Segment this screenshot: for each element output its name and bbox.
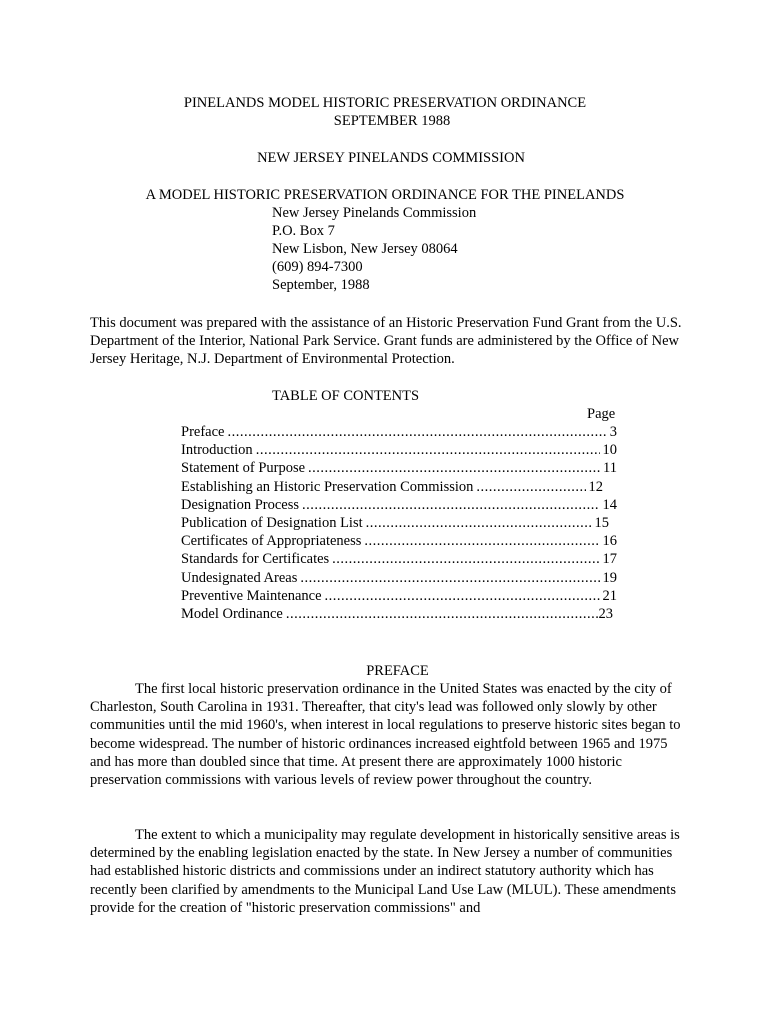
toc-entry-title: Introduction [181, 442, 253, 459]
acknowledgement-paragraph: This document was prepared with the assistance of an Historic Preservation Fund Grant from the U.S. Department of the Interior, National Park Service. Grant funds are administered by the Office of New Jersey Heritage, N.J. Department of Environmental Protection. [90, 315, 682, 368]
toc-entry [181, 532, 617, 550]
toc-entry-title: Preventive Maintenance [181, 587, 322, 604]
toc-heading: TABLE OF CONTENTS [272, 388, 420, 404]
toc-entry-title: Statement of Purpose [181, 460, 306, 477]
toc-entry-title: Establishing an Historic Preservation Commission [181, 478, 474, 495]
toc-entry-page: 15 [594, 514, 609, 531]
preface-paragraph-2: The extent to which a municipality may regulate development in historically sensitive areas is determined by the enabling legislation enacted by the state. In New Jersey a number of communities had established historic districts and commissions under an indirect statutory authority which has recently been clarified by amendments to the Municipal Land Use Law (MLUL). These amendments provide for the creation of "historic preservation commissions" and [90, 827, 680, 916]
address-line: (609) 894-7300 [272, 259, 363, 275]
address-line: New Lisbon, New Jersey 08064 [272, 241, 458, 257]
toc-entry-page: 12 [588, 478, 603, 495]
commission-name: NEW JERSEY PINELANDS COMMISSION [257, 150, 525, 166]
toc-entry-page: 16 [602, 533, 617, 550]
toc-entry-title: Certificates of Appropriateness [181, 533, 362, 550]
toc-entry-title: Undesignated Areas [181, 569, 298, 586]
toc-entry-page: 3 [609, 424, 617, 440]
address-line: New Jersey Pinelands Commission [272, 205, 477, 221]
toc-entry [181, 441, 617, 459]
toc-entry [181, 569, 617, 587]
preface-paragraph-1: The first local historic preservation ordinance in the United States was enacted by the city of Charleston, South Carolina in 1931. Thereafter, that city's lead was followed only slowly by other communities until the mid 1960's, when interest in local regulations to preserve historic sites began to become widespread. The number of historic ordinances increased eightfold between 1965 and 1975 and has more than doubled since that time. At present there are approximately 1000 historic preservation commissions with various levels of review power throughout the country. [90, 681, 681, 789]
table-of-contents [181, 423, 617, 623]
toc-entry-page: 21 [602, 587, 617, 604]
address-line: P.O. Box 7 [272, 223, 335, 239]
toc-entry-page: 19 [602, 569, 617, 586]
toc-entry-page: 11 [603, 460, 617, 477]
toc-entry-title: Preface [181, 424, 225, 440]
toc-entry [181, 514, 609, 532]
toc-entry-title: Standards for Certificates [181, 551, 330, 568]
document-subtitle: A MODEL HISTORIC PRESERVATION ORDINANCE FOR THE PINELANDS [145, 187, 625, 203]
toc-entry-title: Designation Process [181, 496, 299, 513]
document-date: SEPTEMBER 1988 [333, 113, 451, 129]
toc-entry [181, 496, 617, 514]
document-title: PINELANDS MODEL HISTORIC PRESERVATION ORDINANCE [183, 95, 587, 111]
toc-entry-page: 23 [598, 605, 613, 622]
toc-entry-title: Model Ordinance [181, 605, 283, 622]
address-line: September, 1988 [272, 277, 370, 293]
toc-page-label: Page [587, 406, 616, 422]
toc-entry [181, 459, 617, 477]
toc-entry [181, 478, 603, 496]
toc-entry [181, 587, 617, 605]
toc-entry-page: 17 [602, 551, 617, 568]
toc-entry [181, 605, 613, 623]
toc-entry-title: Publication of Designation List [181, 514, 363, 531]
toc-entry-page: 14 [602, 496, 617, 513]
toc-entry-page: 10 [602, 442, 617, 459]
toc-entry [181, 550, 617, 568]
preface-heading: PREFACE [366, 663, 429, 679]
toc-entry [181, 423, 617, 441]
